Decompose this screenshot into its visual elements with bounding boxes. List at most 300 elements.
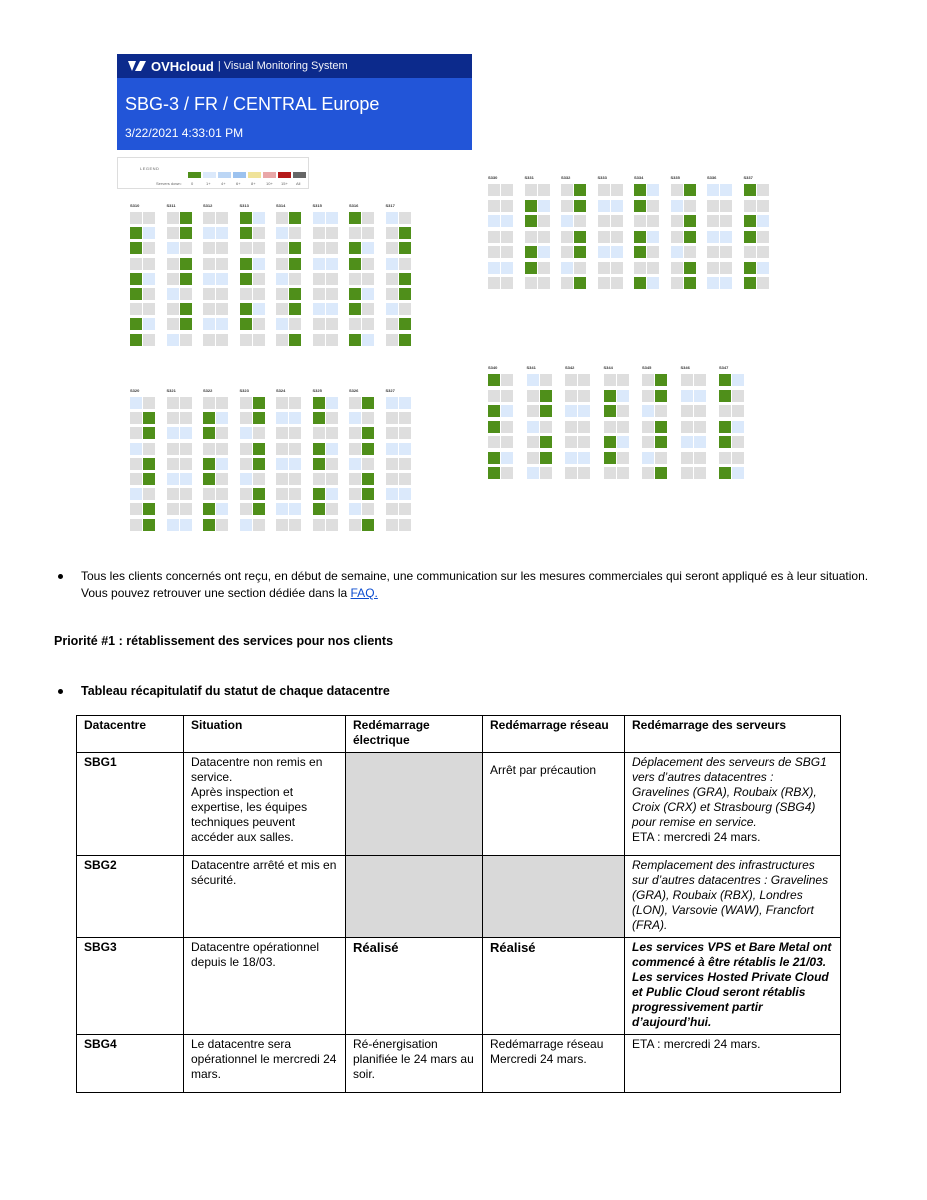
server-cell [240,258,252,270]
server-cell [501,374,513,386]
server-cell [617,452,629,464]
server-cell [684,231,696,243]
dc-cell: SBG3 [77,938,184,1035]
server-cell [362,258,374,270]
server-cell [386,427,398,439]
server-cell [525,231,537,243]
server-cell [253,458,265,470]
server-cell [289,427,301,439]
server-cell [326,458,338,470]
server-cell [276,412,288,424]
server-cell [289,212,301,224]
electric-cell [346,753,483,856]
server-cell [362,242,374,254]
server-cell [253,227,265,239]
server-cell [501,405,513,417]
server-cell [399,397,411,409]
server-cell [501,421,513,433]
server-cell [313,488,325,500]
rack-name: S322 [203,388,213,393]
server-cell [488,262,500,274]
server-cell [130,303,142,315]
server-cell [719,390,731,402]
server-cell [732,452,744,464]
banner-subtitle: | Visual Monitoring System [217,60,348,72]
server-cell [143,273,155,285]
server-cell [276,427,288,439]
server-cell [289,473,301,485]
server-cell [362,303,374,315]
rack-name: S333 [597,175,607,180]
server-cell [130,242,142,254]
rack-name: S347 [719,365,729,370]
server-cell [349,503,361,515]
server-cell [538,277,550,289]
server-cell [143,488,155,500]
server-cell [326,212,338,224]
server-cell [488,421,500,433]
rack-name: S316 [349,203,359,208]
server-cell [362,443,374,455]
server-cell [501,467,513,479]
server-cell [634,215,646,227]
server-cell [525,215,537,227]
legend-step-label: 6+ [236,181,241,186]
server-cell [488,405,500,417]
server-cell [276,519,288,531]
rack-name: S323 [239,388,249,393]
network-cell: Arrêt par précaution [483,753,625,856]
server-cell [694,374,706,386]
server-cell [561,231,573,243]
server-cell [719,452,731,464]
server-cell [681,374,693,386]
server-cell [180,288,192,300]
server-cell [694,390,706,402]
server-cell [180,334,192,346]
server-cell [399,458,411,470]
server-cell [732,421,744,433]
dc-cell: SBG2 [77,856,184,938]
rack-name: S346 [680,365,690,370]
server-cell [488,231,500,243]
server-cell [757,246,769,258]
server-cell [527,390,539,402]
rack-name: S332 [561,175,571,180]
server-cell [326,503,338,515]
legend-step-label: All [296,181,301,186]
server-cell [561,262,573,274]
server-cell [634,262,646,274]
server-cell [578,405,590,417]
server-cell [598,184,610,196]
server-cell [349,334,361,346]
server-cell [671,215,683,227]
server-cell [604,421,616,433]
rack-name: S326 [349,388,359,393]
rack-name: S335 [670,175,680,180]
server-cell [386,288,398,300]
rack-name: S331 [524,175,534,180]
server-cell [362,473,374,485]
server-cell [386,443,398,455]
server-cell [289,227,301,239]
server-cell [501,200,513,212]
server-cell [130,212,142,224]
server-cell [180,488,192,500]
server-cell [130,488,142,500]
rack-name: S334 [634,175,644,180]
legend-title: LEGEND [140,166,160,171]
server-cell [167,318,179,330]
brand-name: OVHcloud [151,58,214,74]
server-cell [313,227,325,239]
server-cell [313,273,325,285]
server-cell [313,412,325,424]
server-cell [540,374,552,386]
server-cell [167,227,179,239]
server-cell [143,503,155,515]
server-cell [216,473,228,485]
server-cell [617,467,629,479]
server-cell [386,519,398,531]
server-cell [671,246,683,258]
server-cell [501,246,513,258]
server-cell [744,231,756,243]
server-cell [744,277,756,289]
server-cell [130,273,142,285]
server-cell [732,390,744,402]
server-cell [707,277,719,289]
server-cell [671,184,683,196]
server-cell [276,258,288,270]
server-cell [574,231,586,243]
server-cell [289,412,301,424]
server-cell [655,405,667,417]
server-cell [253,303,265,315]
server-cell [634,246,646,258]
server-cell [565,436,577,448]
server-cell [647,215,659,227]
server-cell [362,273,374,285]
server-cell [386,273,398,285]
server-cell [540,452,552,464]
server-cell [386,458,398,470]
server-cell [130,288,142,300]
server-cell [647,200,659,212]
server-cell [216,303,228,315]
server-cell [501,262,513,274]
server-cell [488,452,500,464]
server-cell [574,262,586,274]
server-cell [655,436,667,448]
server-cell [574,200,586,212]
server-cell [253,288,265,300]
server-cell [617,374,629,386]
server-cell [611,231,623,243]
server-cell [386,397,398,409]
server-cell [326,519,338,531]
server-cell [634,200,646,212]
server-cell [757,215,769,227]
server-cell [362,288,374,300]
server-cell [289,519,301,531]
bullet-dot [58,689,63,694]
server-cell [203,473,215,485]
server-cell [684,246,696,258]
server-cell [732,374,744,386]
server-cell [253,318,265,330]
server-cell [180,242,192,254]
server-cell [565,374,577,386]
server-cell [180,258,192,270]
server-cell [617,390,629,402]
server-cell [744,246,756,258]
server-cell [578,467,590,479]
server-cell [180,503,192,515]
server-cell [143,227,155,239]
server-cell [655,374,667,386]
server-cell [386,488,398,500]
server-cell [216,397,228,409]
server-cell [501,277,513,289]
server-cell [578,374,590,386]
faq-link[interactable]: FAQ. [350,586,378,600]
server-cell [203,458,215,470]
server-cell [289,318,301,330]
server-cell [349,227,361,239]
server-cell [757,277,769,289]
server-cell [167,288,179,300]
server-cell [540,467,552,479]
server-cell [276,212,288,224]
server-cell [362,488,374,500]
server-cell [578,436,590,448]
server-cell [538,262,550,274]
server-cell [565,452,577,464]
server-cell [386,258,398,270]
server-cell [757,262,769,274]
server-cell [326,242,338,254]
server-cell [598,277,610,289]
server-cell [744,262,756,274]
server-cell [604,436,616,448]
situation-cell: Datacentre opérationnel depuis le 18/03. [184,938,346,1035]
server-cell [681,436,693,448]
servers-text: Déplacement des serveurs de SBG1 vers d’autres datacentres : Gravelines (GRA), Roubaix (RBX), Croix (CRX) et Strasbourg (SBG4) pour remise en service. [632,755,827,829]
rack-name: S336 [707,175,717,180]
server-cell [289,443,301,455]
server-cell [540,405,552,417]
server-cell [684,215,696,227]
server-cell [203,503,215,515]
server-cell [399,242,411,254]
server-cell [617,405,629,417]
server-cell [647,246,659,258]
server-cell [130,519,142,531]
server-cell [240,303,252,315]
server-cell [253,488,265,500]
legend-step-label: 1+ [206,181,211,186]
server-cell [681,421,693,433]
rack-name: S340 [488,365,498,370]
server-cell [167,334,179,346]
server-cell [349,458,361,470]
server-cell [362,427,374,439]
server-cell [399,503,411,515]
server-cell [501,184,513,196]
rack-name: S344 [603,365,613,370]
server-cell [501,436,513,448]
server-cell [707,246,719,258]
server-cell [240,288,252,300]
server-cell [488,184,500,196]
server-cell [720,200,732,212]
server-cell [326,288,338,300]
server-cell [203,519,215,531]
server-cell [253,334,265,346]
server-cell [574,277,586,289]
server-cell [488,467,500,479]
server-cell [561,277,573,289]
server-cell [720,184,732,196]
server-cell [313,397,325,409]
server-cell [289,397,301,409]
server-cell [143,303,155,315]
server-cell [399,212,411,224]
server-cell [578,421,590,433]
server-cell [240,519,252,531]
server-cell [130,334,142,346]
server-cell [326,334,338,346]
server-cell [634,184,646,196]
server-cell [362,227,374,239]
server-cell [216,334,228,346]
server-cell [276,318,288,330]
server-cell [276,227,288,239]
server-cell [289,242,301,254]
server-cell [719,436,731,448]
table-row [77,753,841,856]
server-cell [647,184,659,196]
electric-cell: Réalisé [346,938,483,1035]
header-cell: Redémarrage des serveurs [625,716,841,753]
server-cell [694,421,706,433]
server-cell [253,212,265,224]
server-cell [326,397,338,409]
server-cell [349,242,361,254]
server-cell [130,318,142,330]
server-cell [488,390,500,402]
server-cell [143,242,155,254]
server-cell [167,503,179,515]
server-cell [203,412,215,424]
server-cell [488,215,500,227]
server-cell [276,473,288,485]
server-cell [313,288,325,300]
server-cell [598,215,610,227]
server-cell [326,473,338,485]
server-cell [180,473,192,485]
server-cell [216,427,228,439]
server-cell [167,427,179,439]
legend-label: Servers down: [156,181,182,186]
server-cell [538,231,550,243]
rack-name: S320 [130,388,140,393]
server-cell [313,503,325,515]
server-cell [313,303,325,315]
server-cell [203,242,215,254]
server-cell [611,277,623,289]
server-cell [642,421,654,433]
server-cell [386,212,398,224]
server-cell [203,397,215,409]
server-cell [349,427,361,439]
server-cell [216,212,228,224]
server-cell [642,467,654,479]
server-cell [240,488,252,500]
server-cell [681,467,693,479]
table-row [77,938,841,1035]
server-cell [289,488,301,500]
server-cell [386,473,398,485]
server-cell [143,473,155,485]
server-cell [488,246,500,258]
server-cell [276,443,288,455]
server-cell [527,452,539,464]
server-cell [399,334,411,346]
server-cell [720,277,732,289]
server-cell [240,212,252,224]
server-cell [143,288,155,300]
server-cell [130,397,142,409]
server-cell [655,467,667,479]
server-cell [167,258,179,270]
header-cell: Redémarrage réseau [483,716,625,753]
server-cell [565,390,577,402]
server-cell [240,473,252,485]
datacentre-status-table [76,715,841,1093]
server-cell [694,405,706,417]
server-cell [216,443,228,455]
server-cell [386,503,398,515]
server-cell [671,200,683,212]
server-cell [143,334,155,346]
server-cell [289,334,301,346]
server-cell [240,458,252,470]
server-cell [143,519,155,531]
server-cell [538,184,550,196]
server-cell [276,458,288,470]
server-cell [349,488,361,500]
server-cell [707,262,719,274]
server-cell [681,390,693,402]
rack-name: S315 [312,203,322,208]
server-cell [527,405,539,417]
server-cell [399,427,411,439]
legend-step-label: 8+ [251,181,256,186]
server-cell [399,318,411,330]
server-cell [253,242,265,254]
rack-name: S310 [130,203,140,208]
server-cell [180,519,192,531]
server-cell [167,273,179,285]
rack-name: S337 [743,175,753,180]
server-cell [707,231,719,243]
server-cell [240,427,252,439]
server-cell [611,246,623,258]
server-cell [720,231,732,243]
